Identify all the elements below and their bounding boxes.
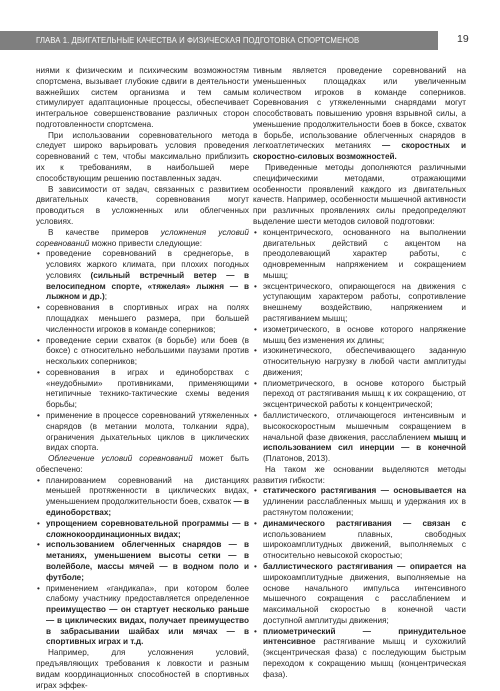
text: концентрического, основанного на выполнении двигательных действий с акцентом на преодолевающий характер работы, с одновременным напряжением и сокращением мышц; <box>263 227 466 280</box>
text: ; <box>104 292 107 302</box>
bold-text: преимущество — он стартует несколько раньше — в циклических видах, получает преимущество в забрасывании шайбах или мячах — в спортивных играх и т.д. <box>46 605 249 647</box>
list-item <box>253 346 466 378</box>
list-item <box>36 303 249 335</box>
text: соревнования в играх и единоборствах с «неудобными» противниками, применяющими нетипичные технико-тактические схемы ведения борьбы; <box>46 367 249 410</box>
text: широкоамплитудные движения, выполняемые на основе начального импульса интенсивного мышечного сокращения с расслаблением и максимальной скоростью в конечной части доступной амплитуды движения; <box>263 572 466 625</box>
bullet-icon: • <box>254 486 257 496</box>
text: изометрического, в основе которого напряжение мышц без изменения их длины; <box>263 324 466 345</box>
bold-text: — скоростных и скоростно-силовых возможностей. <box>253 141 466 162</box>
list-item <box>253 282 466 325</box>
left-column <box>36 66 249 691</box>
flexibility-methods-list <box>253 486 466 680</box>
bullet-icon: • <box>254 378 257 388</box>
paragraph <box>36 454 249 476</box>
list-item <box>253 627 466 681</box>
text: удлинении расслабленных мышц и удержания их в растянутом положении; <box>263 497 466 518</box>
paragraph: На таком же основании выделяются методы развития гибкости: <box>253 464 466 485</box>
list-item <box>253 519 466 562</box>
bullet-icon: • <box>37 540 40 550</box>
paragraph: Например, для усложнения условий, предъявляющих требования к ловкости и разным видам координационных способностей в спортивных играх эффек- <box>36 648 249 690</box>
bullet-icon: • <box>37 518 40 528</box>
list-item <box>36 476 249 519</box>
list-item <box>253 411 466 465</box>
text: соревнования в спортивных играх на полях площадках меньшего размера, при большей численности игроков в команде соперников; <box>46 303 249 334</box>
text: (Платонов, 2013). <box>263 454 331 464</box>
text: В качестве примеров <box>48 227 161 237</box>
bold-text: использованием облегченных снарядов — в метаниях, уменьшением высоты сетки — в волейболе, массы мячей — в водном поло и футболе; <box>46 540 249 582</box>
bullet-icon: • <box>37 303 40 313</box>
list-item <box>253 379 466 411</box>
paragraph: ниями к физическим и психическим возможностям спортсмена, вызывает глубокие сдвиги в деятельности важнейших систем организма и тем самым стимулирует адаптационные процессы, обеспечивает интегральное совершенствование различных сторон подготовленности спортсмена. <box>36 66 249 129</box>
bullet-icon: • <box>37 249 40 259</box>
italic-term: Облегчение условий соревнований <box>48 454 193 464</box>
bullet-icon: • <box>37 475 40 485</box>
paragraph <box>253 66 466 163</box>
paragraph: В зависимости от задач, связанных с развитием двигательных качеств, соревнования могут проводиться в усложненных или облегченных условиях. <box>36 184 249 226</box>
complication-list <box>36 249 249 454</box>
list-item <box>36 249 249 303</box>
list-item <box>253 562 466 627</box>
text: растягивание мышц и сухожилий (эксцентрическая фаза) с последующим быстрым переходом к сокращению мышц (концентрическая фаза). <box>263 637 466 679</box>
bold-text: баллистического растягивания — опирается на <box>263 561 466 571</box>
text: эксцентрического, опирающегося на движения с уступающим характером работы, сопротивление внешнему воздействию, напряжением и растягиванием мышц; <box>263 281 466 323</box>
bold-text: плиометрический — принудительное интенсивное <box>263 626 466 647</box>
text: плиометрического, в основе которого быстрый переход от растягивания мышц к их сокращению, от эксцентрической работы к концентрической; <box>263 378 466 410</box>
list-item <box>36 411 249 454</box>
text: может быть обеспечено: <box>36 454 249 474</box>
simplification-list <box>36 476 249 649</box>
bullet-icon: • <box>254 346 257 356</box>
strength-methods-list <box>253 228 466 465</box>
paragraph <box>36 228 249 250</box>
paragraph: При использовании соревновательного метода следует широко варьировать условия проведения соревнований с тем, чтобы максимально приблизить их к требованиям, в наибольшей мере способствующим решению поставленных задач. <box>36 130 249 183</box>
chapter-header: ГЛАВА 1. ДВИГАТЕЛЬНЫЕ КАЧЕСТВА И ФИЗИЧЕСКАЯ ПОДГОТОВКА СПОРТСМЕНОВ <box>0 31 438 50</box>
text: проведение соревнований в среднегорье, в условиях жаркого климата, при плохих погодных условиях <box>46 249 249 280</box>
list-item <box>36 336 249 368</box>
text: планированием соревнований на дистанциях меньшей протяженности в циклических видах, уменьшением продолжительности боев, схваток <box>46 475 249 507</box>
italic-term: усложнения условий соревнований <box>36 227 249 248</box>
text: изокинетического, обеспечивающего заданную относительную нагрузку в любой части амплитуды движения; <box>263 346 466 377</box>
bold-text: статического растягивания — основывается на <box>263 486 466 496</box>
bold-text: упрощением соревновательной программы — в сложнокоординационных видах; <box>46 518 249 539</box>
list-item <box>36 368 249 411</box>
list-item <box>36 519 249 541</box>
bullet-icon: • <box>254 561 257 571</box>
bold-text: (сильный встречный ветер — в велосипедном спорте, «тяжелая» лыжня — в лыжном и др.) <box>46 270 249 302</box>
text: применением «гандикапа», при котором более слабому участнику предоставляется определенное <box>46 583 249 604</box>
bullet-icon: • <box>254 324 257 334</box>
text: использованием плавных, свободных широкоамплитудных движений, выполняемых с относительно невысокой скоростью; <box>263 529 466 561</box>
list-item <box>253 228 466 282</box>
text: можно привести следующие: <box>89 238 203 248</box>
list-item <box>253 325 466 347</box>
bullet-icon: • <box>254 227 257 237</box>
bold-text: динамического растягивания — связан с <box>263 518 466 528</box>
page-number: 19 <box>457 33 469 45</box>
list-item <box>36 540 249 583</box>
text: применение в процессе соревнований утяжеленных снарядов (в метании молота, толкании ядра), ограничения дыхательных циклов в циклических видах спорта. <box>46 411 249 453</box>
right-column <box>253 66 466 681</box>
text: баллистического, отличающегося интенсивным и высокоскоростным мышечным сокращением в начальной фазе движения, расслаблением <box>263 411 466 442</box>
bullet-icon: • <box>254 411 257 420</box>
bullet-icon: • <box>37 367 40 377</box>
bullet-icon: • <box>254 281 257 291</box>
text: проведение серии схваток (в борьбе) или боев (в боксе) с относительно небольшими паузами против нескольких соперников; <box>46 335 249 367</box>
bullet-icon: • <box>37 583 40 593</box>
bullet-icon: • <box>37 411 40 420</box>
list-item <box>253 486 466 518</box>
bold-text: — в единоборствах; <box>46 497 249 518</box>
list-item <box>36 584 249 649</box>
bold-text: мышц и использованием сил инерции — в конечной <box>263 432 467 453</box>
text: тивным является проведение соревнований на уменьшенных площадках или увеличенным количеством игроков в команде соперников. Соревнования с утяжеленными снарядами могут способствовать повышению уровня взрывной силы, а уменьшение продолжительности боев в боксе, схваток в борьбе, использование облегченных снарядов в легкоатлетических метаниях <box>253 66 466 151</box>
bullet-icon: • <box>37 335 40 345</box>
bullet-icon: • <box>254 518 257 528</box>
paragraph: Приведенные методы дополняются различными специфическими методами, отражающими особенности проявлений каждого из двигательных качеств. Например, особенности мышечной активности при различных проявлениях силы предопределяют выделение шести методов силовой подготовки: <box>253 163 466 226</box>
bullet-icon: • <box>254 626 257 636</box>
